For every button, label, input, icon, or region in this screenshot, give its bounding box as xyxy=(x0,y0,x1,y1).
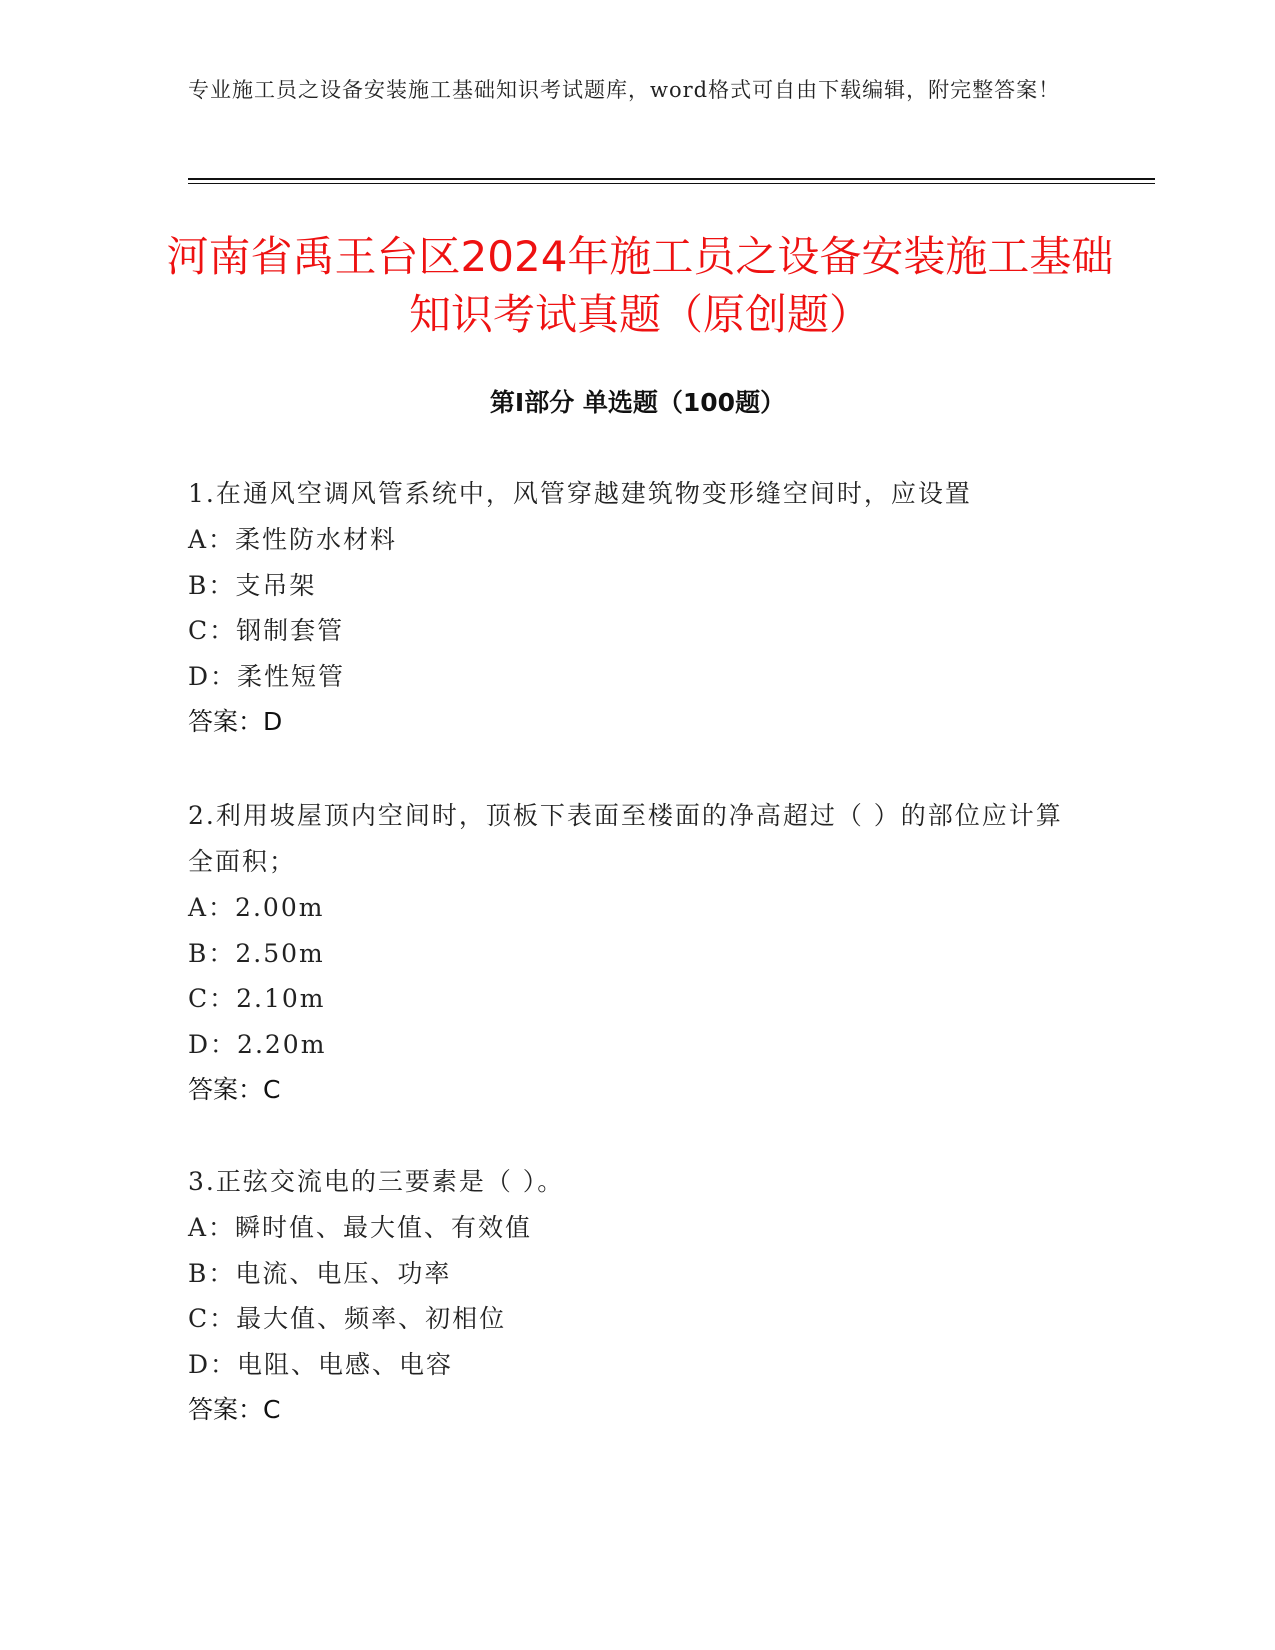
answer: 答案：D xyxy=(188,707,283,736)
answer: 答案：C xyxy=(188,1395,281,1424)
option-a: A：2.00m xyxy=(188,893,325,922)
option-b: B：电流、电压、功率 xyxy=(188,1258,452,1288)
option-c: C：最大值、频率、初相位 xyxy=(188,1304,507,1333)
option-c: C：钢制套管 xyxy=(188,616,345,645)
option-b: B：支吊架 xyxy=(188,570,317,600)
answer: 答案：C xyxy=(188,1075,281,1104)
question-3 xyxy=(188,1159,1088,1433)
header-divider-thin xyxy=(188,183,1155,184)
document-title: 河南省禹王台区2024年施工员之设备安装施工基础知识考试真题（原创题） xyxy=(166,232,1114,339)
option-d: D：电阻、电感、电容 xyxy=(188,1349,454,1379)
question-stem: 1.在通风空调风管系统中，风管穿越建筑物变形缝空间时，应设置 xyxy=(188,479,972,508)
question-2 xyxy=(188,793,1088,1113)
option-d: D：柔性短管 xyxy=(188,661,346,691)
option-c: C：2.10m xyxy=(188,984,326,1013)
header-note: 专业施工员之设备安装施工基础知识考试题库，word格式可自由下载编辑，附完整答案！ xyxy=(188,78,1061,102)
option-a: A：柔性防水材料 xyxy=(188,525,398,554)
option-b: B：2.50m xyxy=(188,938,325,968)
section-heading: 第Ⅰ部分 单选题（100题） xyxy=(489,388,786,417)
question-1 xyxy=(188,471,1088,745)
option-d: D：2.20m xyxy=(188,1029,327,1059)
header-divider-thick xyxy=(188,178,1155,180)
question-stem: 2.利用坡屋顶内空间时，顶板下表面至楼面的净高超过（ ）的部位应计算全面积； xyxy=(188,801,1063,876)
question-stem: 3.正弦交流电的三要素是（ ）。 xyxy=(188,1167,565,1196)
option-a: A：瞬时值、最大值、有效值 xyxy=(188,1213,533,1242)
